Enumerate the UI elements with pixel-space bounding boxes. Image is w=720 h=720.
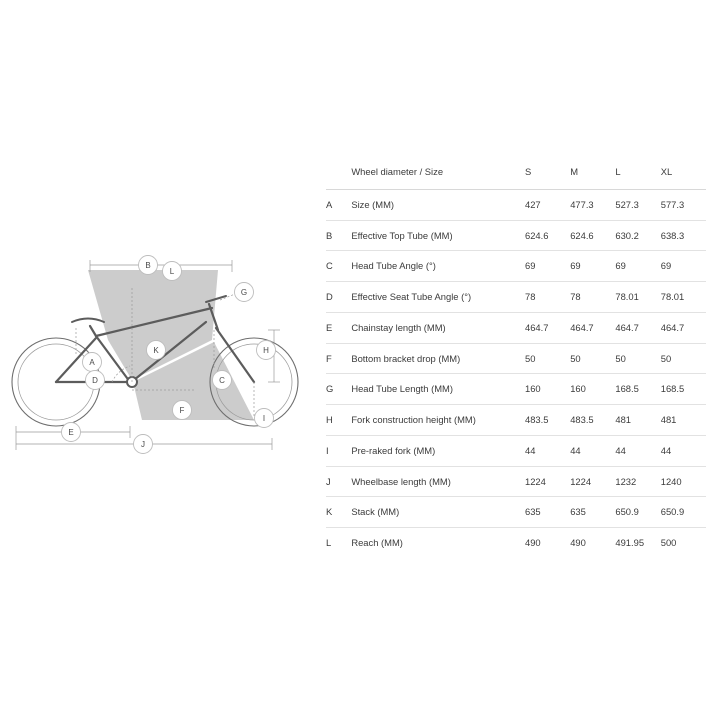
row-label: Effective Seat Tube Angle (°) — [351, 282, 525, 313]
row-key: K — [326, 497, 351, 528]
row-value-l: 44 — [615, 435, 660, 466]
header-size-m: M — [570, 160, 615, 189]
row-value-l: 1232 — [615, 466, 660, 497]
header-size-xl: XL — [661, 160, 706, 189]
row-key: H — [326, 405, 351, 436]
callout-L-label: L — [169, 267, 175, 276]
row-label: Size (MM) — [351, 189, 525, 220]
row-value-xl: 168.5 — [661, 374, 706, 405]
callout-F — [173, 401, 192, 420]
callout-C-label: C — [219, 376, 225, 385]
row-value-m: 69 — [570, 251, 615, 282]
row-label: Stack (MM) — [351, 497, 525, 528]
row-value-s: 624.6 — [525, 220, 570, 251]
callout-H — [257, 341, 276, 360]
table-row — [326, 251, 706, 282]
row-value-s: 69 — [525, 251, 570, 282]
row-key: B — [326, 220, 351, 251]
row-value-m: 477.3 — [570, 189, 615, 220]
callout-J-label: J — [141, 440, 145, 449]
row-value-l: 168.5 — [615, 374, 660, 405]
geometry-spec-table — [326, 160, 706, 558]
row-value-s: 78 — [525, 282, 570, 313]
table-row — [326, 343, 706, 374]
callout-A — [83, 353, 102, 372]
row-key: E — [326, 312, 351, 343]
row-label: Head Tube Angle (°) — [351, 251, 525, 282]
row-value-l: 527.3 — [615, 189, 660, 220]
row-value-m: 483.5 — [570, 405, 615, 436]
row-value-s: 483.5 — [525, 405, 570, 436]
table-row — [326, 405, 706, 436]
table-row — [326, 220, 706, 251]
table-row — [326, 528, 706, 558]
row-value-m: 160 — [570, 374, 615, 405]
row-value-l: 491.95 — [615, 537, 645, 548]
row-key: D — [326, 282, 351, 313]
row-value-xl: 638.3 — [661, 220, 706, 251]
table-row — [326, 282, 706, 313]
callout-E — [62, 423, 81, 442]
table-row — [326, 435, 706, 466]
row-value-s: 464.7 — [525, 312, 570, 343]
row-value-m: 624.6 — [570, 220, 615, 251]
row-value-m: 1224 — [570, 466, 615, 497]
row-value-l: 69 — [615, 251, 660, 282]
row-value-m: 78 — [570, 282, 615, 313]
header-size-s: S — [525, 160, 570, 189]
callout-J — [134, 435, 153, 454]
row-key: I — [326, 435, 351, 466]
callout-A-label: A — [89, 358, 95, 367]
row-value-m: 50 — [570, 343, 615, 374]
row-label: Head Tube Length (MM) — [351, 374, 525, 405]
header-size-l: L — [615, 160, 660, 189]
table-header-row — [326, 160, 706, 189]
row-value-s: 50 — [525, 343, 570, 374]
table-row — [326, 312, 706, 343]
row-value-l: 464.7 — [615, 312, 660, 343]
row-value-xl: 650.9 — [661, 497, 706, 528]
row-value-l: 481 — [615, 405, 660, 436]
row-value-xl: 577.3 — [661, 189, 706, 220]
callout-K-label: K — [153, 346, 159, 355]
callout-F-label: F — [179, 406, 185, 415]
table-row — [326, 374, 706, 405]
row-key: L — [326, 537, 332, 548]
row-value-m: 464.7 — [570, 312, 615, 343]
row-value-xl: 500 — [660, 537, 677, 548]
row-value-xl: 464.7 — [661, 312, 706, 343]
table-row — [326, 189, 706, 220]
callout-B — [139, 256, 158, 275]
row-value-xl: 69 — [661, 251, 706, 282]
row-value-m: 635 — [570, 497, 615, 528]
row-key: C — [326, 251, 351, 282]
row-value-xl: 44 — [661, 435, 706, 466]
row-label: Chainstay length (MM) — [351, 312, 525, 343]
row-key: J — [326, 466, 351, 497]
row-value-l: 50 — [615, 343, 660, 374]
row-label: Wheelbase length (MM) — [351, 466, 525, 497]
callout-E-label: E — [68, 428, 74, 437]
callout-H-label: H — [263, 346, 269, 355]
callout-K — [147, 341, 166, 360]
table-row — [326, 466, 706, 497]
row-value-xl: 50 — [661, 343, 706, 374]
row-value-s: 44 — [525, 435, 570, 466]
row-value-xl: 78.01 — [661, 282, 706, 313]
row-value-s: 427 — [525, 189, 570, 220]
row-value-xl: 481 — [661, 405, 706, 436]
row-label: Effective Top Tube (MM) — [351, 220, 525, 251]
row-value-l: 630.2 — [615, 220, 660, 251]
row-label: Reach (MM) — [351, 537, 403, 548]
bike-geometry-diagram — [0, 230, 310, 480]
row-value-xl: 1240 — [661, 466, 706, 497]
callout-I — [255, 409, 274, 428]
table-row — [326, 497, 706, 528]
callout-C — [213, 371, 232, 390]
row-label: Pre-raked fork (MM) — [351, 435, 525, 466]
row-value-m: 490 — [570, 537, 586, 548]
header-key-spacer — [326, 160, 351, 189]
callout-B-label: B — [145, 261, 151, 270]
row-label: Fork construction height (MM) — [351, 405, 525, 436]
row-value-s: 160 — [525, 374, 570, 405]
row-key: A — [326, 189, 351, 220]
row-value-s: 490 — [525, 537, 541, 548]
callout-G-label: G — [240, 288, 248, 297]
row-value-l: 78.01 — [615, 282, 660, 313]
row-key: F — [326, 343, 351, 374]
row-key: G — [326, 374, 351, 405]
row-label: Bottom bracket drop (MM) — [351, 343, 525, 374]
header-measure-label: Wheel diameter / Size — [351, 160, 525, 189]
callout-G — [235, 283, 254, 302]
row-value-s: 635 — [525, 497, 570, 528]
callout-D — [86, 371, 105, 390]
row-value-l: 650.9 — [615, 497, 660, 528]
callout-I-label: I — [262, 414, 266, 423]
row-value-s: 1224 — [525, 466, 570, 497]
callout-D-label: D — [92, 376, 98, 385]
row-value-m: 44 — [570, 435, 615, 466]
callout-L — [163, 262, 182, 281]
